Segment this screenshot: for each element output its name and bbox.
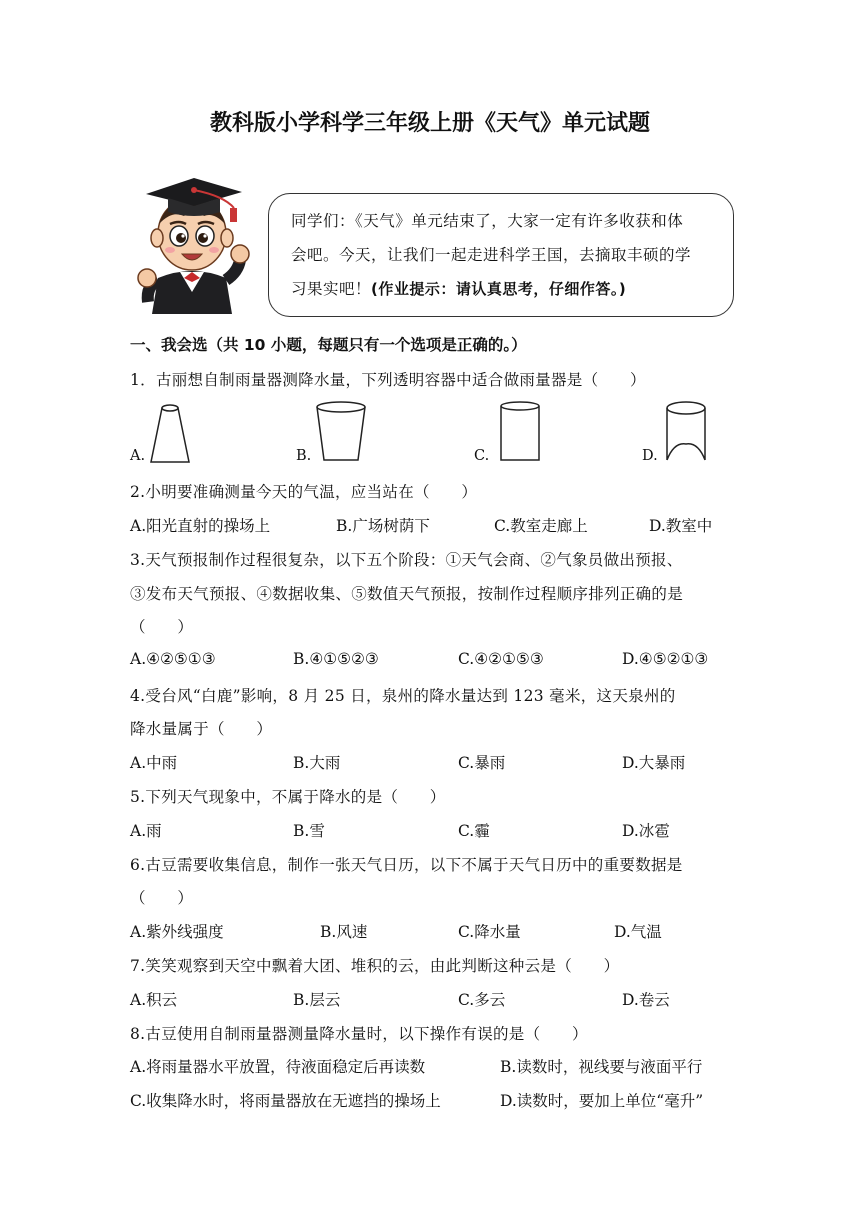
question-3-stem-line-3: （ ） (130, 618, 194, 636)
q5-option-c[interactable]: C.霾 (458, 822, 490, 840)
q6-option-c[interactable]: C.降水量 (458, 923, 521, 941)
question-6-stem-line-2: （ ） (130, 889, 194, 907)
intro-line-3: 习果实吧！ (291, 280, 372, 298)
q1-option-c[interactable]: C. (474, 448, 490, 464)
q1-option-a[interactable]: A. (130, 448, 146, 464)
q2-option-d[interactable]: D.教室中 (649, 517, 713, 535)
q2-option-c[interactable]: C.教室走廊上 (494, 517, 588, 535)
intro-homework-tip: (作业提示：请认真思考，仔细作答。) (371, 280, 627, 298)
q2-option-b[interactable]: B.广场树荫下 (336, 517, 430, 535)
q3-option-c[interactable]: C.④②①⑤③ (458, 650, 544, 668)
q4-option-d[interactable]: D.大暴雨 (622, 754, 686, 772)
question-3-stem-line-2: ③发布天气预报、④数据收集、⑤数值天气预报，按制作过程顺序排列正确的是 (130, 585, 684, 603)
q7-option-b[interactable]: B.层云 (293, 991, 341, 1009)
q7-option-c[interactable]: C.多云 (458, 991, 506, 1009)
q3-option-b[interactable]: B.④①⑤②③ (293, 650, 379, 668)
q8-option-b[interactable]: B.读数时，视线要与液面平行 (500, 1058, 703, 1076)
container-b-image (310, 398, 372, 464)
q6-option-b[interactable]: B.风速 (320, 923, 368, 941)
section-heading: 一、我会选（共 10 小题，每题只有一个选项是正确的。） (130, 336, 527, 354)
q1-option-d[interactable]: D. (642, 448, 658, 464)
q5-option-a[interactable]: A.雨 (130, 822, 162, 840)
q6-option-a[interactable]: A.紫外线强度 (130, 923, 224, 941)
question-3-stem-line-1: 3.天气预报制作过程很复杂，以下五个阶段：①天气会商、②气象员做出预报、 (130, 551, 683, 569)
q4-option-c[interactable]: C.暴雨 (458, 754, 506, 772)
page-title: 教科版小学科学三年级上册《天气》单元试题 (209, 111, 650, 136)
question-1-stem: 1．古丽想自制雨量器测降水量，下列透明容器中适合做雨量器是（ ） (130, 371, 646, 389)
q1-option-b[interactable]: B. (296, 448, 312, 464)
question-6-stem-line-1: 6.古豆需要收集信息，制作一张天气日历，以下不属于天气日历中的重要数据是 (130, 856, 683, 874)
container-d-image (660, 398, 712, 466)
q3-option-a[interactable]: A.④②⑤①③ (130, 650, 216, 668)
q7-option-d[interactable]: D.卷云 (622, 991, 670, 1009)
q8-option-a[interactable]: A.将雨量器水平放置，待液面稳定后再读数 (130, 1058, 426, 1076)
q8-option-d[interactable]: D.读数时，要加上单位“毫升” (500, 1092, 704, 1110)
container-a-image (145, 400, 195, 464)
q6-option-d[interactable]: D.气温 (614, 923, 662, 941)
question-2-stem: 2.小明要准确测量今天的气温，应当站在（ ） (130, 483, 478, 501)
intro-line-1: 同学们：《天气》单元结束了，大家一定有许多收获和体 (291, 212, 684, 230)
container-c-image (495, 398, 545, 464)
question-4-stem-line-2: 降水量属于（ ） (130, 720, 273, 738)
q4-option-a[interactable]: A.中雨 (130, 754, 178, 772)
intro-speech-bubble (268, 193, 734, 317)
q8-option-c[interactable]: C.收集降水时，将雨量器放在无遮挡的操场上 (130, 1092, 441, 1110)
q5-option-d[interactable]: D.冰雹 (622, 822, 670, 840)
question-5-stem: 5.下列天气现象中，不属于降水的是（ ） (130, 788, 446, 806)
intro-line-2: 会吧。今天，让我们一起走进科学王国，去摘取丰硕的学 (291, 246, 692, 264)
question-4-stem-line-1: 4.受台风“白鹿”影响，8 月 25 日，泉州的降水量达到 123 毫米，这天泉州的 (130, 687, 676, 705)
q4-option-b[interactable]: B.大雨 (293, 754, 341, 772)
graduate-mascot-image (128, 168, 256, 314)
q7-option-a[interactable]: A.积云 (130, 991, 178, 1009)
question-8-stem: 8.古豆使用自制雨量器测量降水量时，以下操作有误的是（ ） (130, 1025, 588, 1043)
q2-option-a[interactable]: A.阳光直射的操场上 (130, 517, 271, 535)
q3-option-d[interactable]: D.④⑤②①③ (622, 650, 709, 668)
q5-option-b[interactable]: B.雪 (293, 822, 325, 840)
question-7-stem: 7.笑笑观察到天空中飘着大团、堆积的云，由此判断这种云是（ ） (130, 957, 620, 975)
